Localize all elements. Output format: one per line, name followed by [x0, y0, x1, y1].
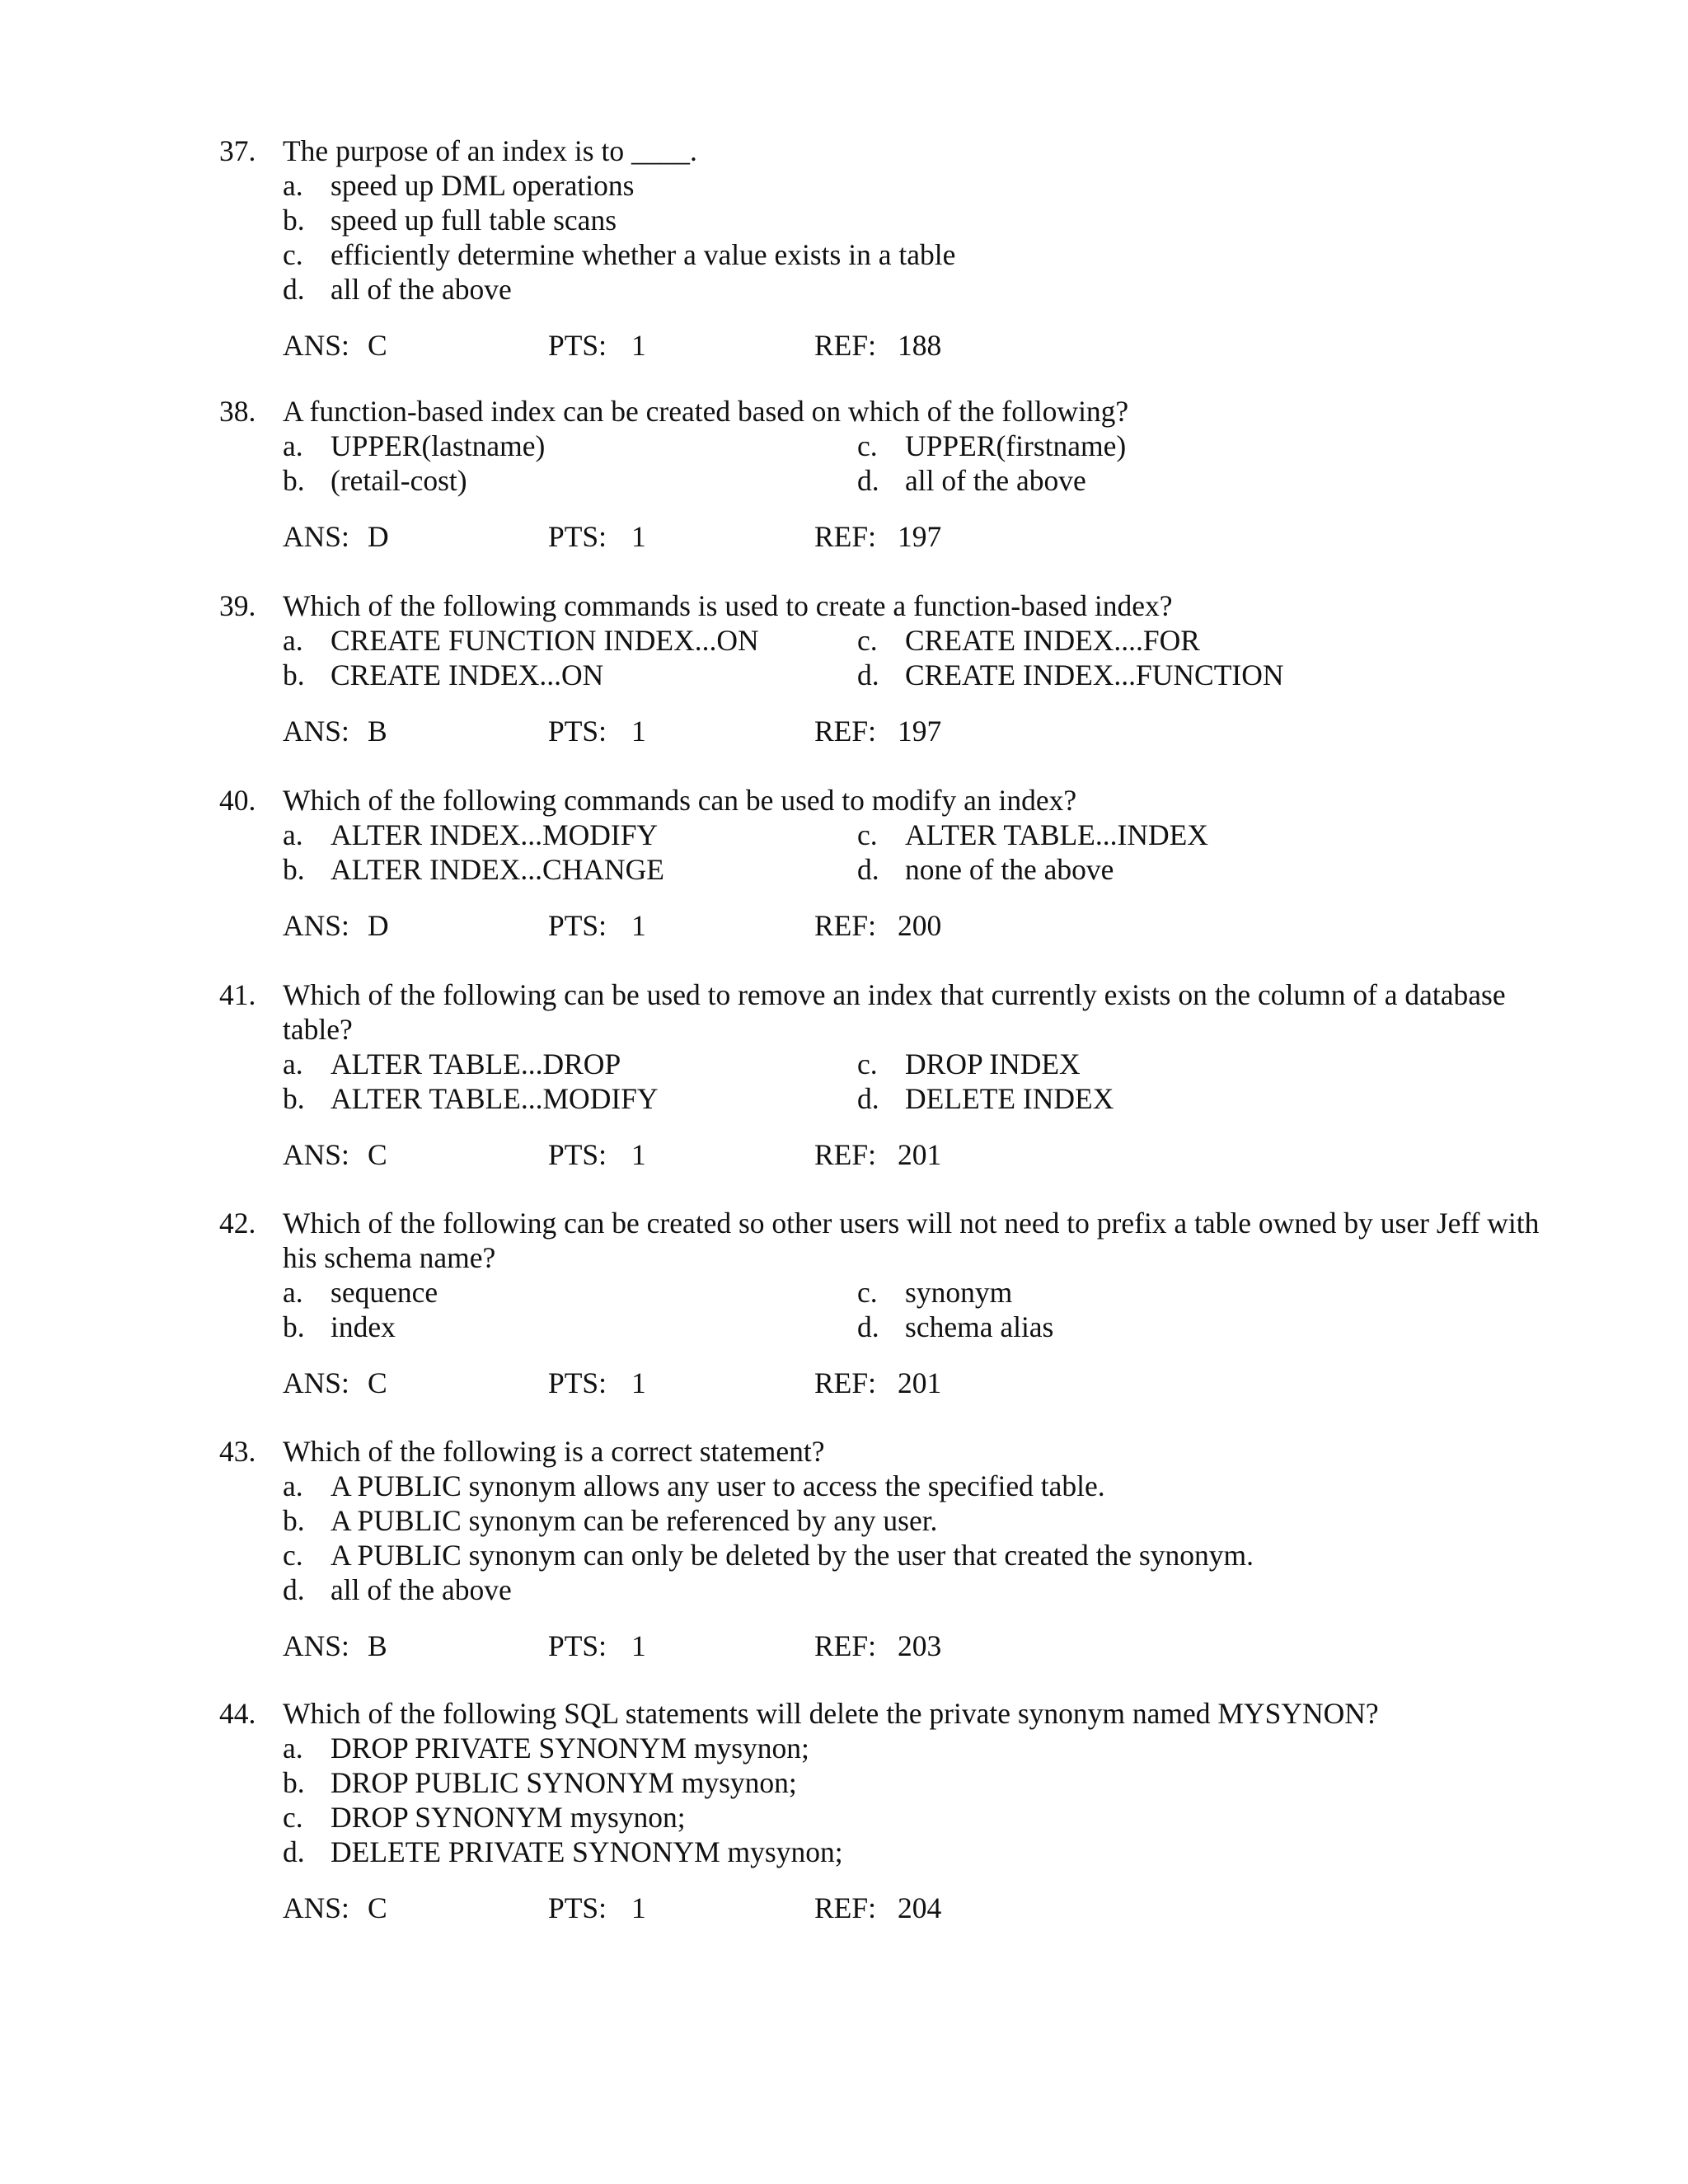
answer-key-row: [283, 1137, 1538, 1172]
answer-option: [283, 1731, 1538, 1765]
reference-label: REF:: [814, 715, 876, 748]
points-value: 1: [631, 1629, 646, 1662]
answer-options: [283, 1047, 1538, 1116]
question-number: 40.: [219, 784, 256, 817]
option-text: UPPER(lastname): [331, 429, 546, 462]
question-item: [219, 1434, 1538, 1663]
answer-key-row: [283, 328, 1538, 363]
question-number: 41.: [219, 978, 256, 1011]
answer-label: ANS:: [283, 329, 349, 362]
option-text: A PUBLIC synonym can only be deleted by the user that created the synonym.: [331, 1539, 1254, 1572]
question-number: 37.: [219, 134, 256, 167]
question-number: 42.: [219, 1207, 256, 1240]
answer-options: [283, 1731, 1538, 1869]
option-text: ALTER TABLE...MODIFY: [331, 1082, 659, 1115]
reference-label: REF:: [814, 909, 876, 942]
option-letter: c.: [283, 238, 303, 271]
option-letter: d.: [857, 1082, 879, 1115]
option-text: CREATE INDEX...ON: [331, 658, 604, 691]
answer-options: [283, 818, 1538, 887]
points-value: 1: [631, 715, 646, 748]
option-letter: d.: [857, 658, 879, 691]
points-label: PTS:: [548, 909, 607, 942]
question-item: [219, 1696, 1538, 1925]
option-letter: b.: [283, 204, 305, 237]
reference-value: 188: [898, 329, 942, 362]
option-text: all of the above: [331, 1573, 512, 1606]
answer-label: ANS:: [283, 715, 349, 748]
option-text: all of the above: [331, 273, 512, 306]
answer-key-row: [283, 1366, 1538, 1400]
answer-option: [283, 1765, 1538, 1800]
option-letter: d.: [283, 1573, 305, 1606]
reference-label: REF:: [814, 1366, 876, 1399]
question-text: The purpose of an index is to ____.: [283, 134, 697, 167]
points-value: 1: [631, 1366, 646, 1399]
option-text: DROP SYNONYM mysynon;: [331, 1801, 686, 1834]
option-text: all of the above: [905, 464, 1086, 497]
points-label: PTS:: [548, 1629, 607, 1662]
answer-key-row: [283, 714, 1538, 748]
option-text: index: [331, 1310, 396, 1343]
question-number: 39.: [219, 589, 256, 622]
option-letter: c.: [857, 429, 878, 462]
option-text: speed up full table scans: [331, 204, 617, 237]
answer-option: [283, 203, 1538, 237]
option-text: DROP PUBLIC SYNONYM mysynon;: [331, 1766, 797, 1799]
answer-label: ANS:: [283, 1629, 349, 1662]
option-letter: c.: [283, 1539, 303, 1572]
answer-options-grid: [283, 1047, 1538, 1116]
points-label: PTS:: [548, 1138, 607, 1171]
answer-key-row: [283, 1629, 1538, 1663]
option-letter: c.: [857, 818, 878, 851]
option-text: UPPER(firstname): [905, 429, 1127, 462]
question-text: Which of the following is a correct statement?: [283, 1435, 825, 1468]
option-letter: a.: [283, 169, 303, 202]
points-value: 1: [631, 909, 646, 942]
option-letter: d.: [283, 1835, 305, 1868]
option-letter: b.: [283, 1504, 305, 1537]
option-letter: b.: [283, 853, 305, 886]
option-text: schema alias: [905, 1310, 1054, 1343]
answer-value: D: [368, 520, 389, 553]
answer-label: ANS:: [283, 520, 349, 553]
answer-option: [283, 237, 1538, 272]
answer-label: ANS:: [283, 1891, 349, 1924]
points-label: PTS:: [548, 715, 607, 748]
question-item: [219, 588, 1538, 748]
option-letter: d.: [857, 853, 879, 886]
answer-value: B: [368, 1629, 387, 1662]
option-letter: c.: [857, 624, 878, 657]
question-text: Which of the following can be created so other users will not need to prefix a table owned by user Jeff with his schema name?: [283, 1207, 1540, 1274]
option-text: CREATE FUNCTION INDEX...ON: [331, 624, 759, 657]
answer-options: [283, 623, 1538, 692]
option-text: ALTER TABLE...DROP: [331, 1047, 621, 1080]
option-letter: b.: [283, 658, 305, 691]
answer-option: [283, 1800, 1538, 1835]
answer-label: ANS:: [283, 1366, 349, 1399]
option-letter: c.: [857, 1047, 878, 1080]
answer-options-grid: [283, 429, 1538, 498]
answer-option: [283, 1538, 1538, 1572]
option-text: DELETE PRIVATE SYNONYM mysynon;: [331, 1835, 843, 1868]
option-text: CREATE INDEX...FUNCTION: [905, 658, 1284, 691]
question-text: A function-based index can be created based on which of the following?: [283, 395, 1129, 428]
option-letter: a.: [283, 1047, 303, 1080]
answer-options: [283, 429, 1538, 498]
reference-value: 197: [898, 715, 942, 748]
option-letter: a.: [283, 1732, 303, 1765]
option-text: ALTER INDEX...MODIFY: [331, 818, 659, 851]
option-letter: d.: [857, 464, 879, 497]
question-item: [219, 783, 1538, 943]
answer-value: C: [368, 1891, 387, 1924]
option-letter: b.: [283, 1310, 305, 1343]
question-item: [219, 1206, 1538, 1400]
option-text: ALTER TABLE...INDEX: [905, 818, 1208, 851]
answer-options: [283, 168, 1538, 307]
question-number: 43.: [219, 1435, 256, 1468]
option-letter: b.: [283, 1082, 305, 1115]
reference-label: REF:: [814, 520, 876, 553]
answer-option: [283, 272, 1538, 307]
option-letter: a.: [283, 818, 303, 851]
points-label: PTS:: [548, 520, 607, 553]
question-item: [219, 134, 1538, 363]
option-text: synonym: [905, 1276, 1013, 1309]
answer-value: B: [368, 715, 387, 748]
question-text: Which of the following commands can be used to modify an index?: [283, 784, 1077, 817]
points-value: 1: [631, 329, 646, 362]
answer-value: C: [368, 1366, 387, 1399]
question-text: Which of the following can be used to remove an index that currently exists on the column of a database table?: [283, 978, 1506, 1046]
option-text: speed up DML operations: [331, 169, 635, 202]
option-letter: b.: [283, 464, 305, 497]
points-value: 1: [631, 1138, 646, 1171]
points-value: 1: [631, 520, 646, 553]
answer-label: ANS:: [283, 1138, 349, 1171]
reference-value: 201: [898, 1138, 942, 1171]
option-letter: b.: [283, 1766, 305, 1799]
reference-value: 201: [898, 1366, 942, 1399]
answer-value: D: [368, 909, 389, 942]
answer-options-grid: [283, 1275, 1538, 1344]
option-text: efficiently determine whether a value exists in a table: [331, 238, 956, 271]
option-letter: a.: [283, 1469, 303, 1502]
option-letter: a.: [283, 429, 303, 462]
option-text: A PUBLIC synonym can be referenced by any user.: [331, 1504, 938, 1537]
answer-options-grid: [283, 623, 1538, 692]
answer-value: C: [368, 329, 387, 362]
reference-value: 203: [898, 1629, 942, 1662]
answer-options: [283, 1275, 1538, 1344]
question-number: 38.: [219, 395, 256, 428]
answer-key-row: [283, 519, 1538, 554]
answer-value: C: [368, 1138, 387, 1171]
option-text: sequence: [331, 1276, 438, 1309]
answer-option: [283, 1503, 1538, 1538]
points-value: 1: [631, 1891, 646, 1924]
question-text: Which of the following commands is used to create a function-based index?: [283, 589, 1173, 622]
answer-key-row: [283, 1891, 1538, 1925]
answer-label: ANS:: [283, 909, 349, 942]
option-letter: d.: [283, 273, 305, 306]
option-text: none of the above: [905, 853, 1114, 886]
question-item: [219, 394, 1538, 554]
answer-option: [283, 1572, 1538, 1607]
reference-label: REF:: [814, 1138, 876, 1171]
points-label: PTS:: [548, 329, 607, 362]
option-text: DELETE INDEX: [905, 1082, 1114, 1115]
option-text: DROP PRIVATE SYNONYM mysynon;: [331, 1732, 809, 1765]
question-text: Which of the following SQL statements will delete the private synonym named MYSYNON?: [283, 1697, 1379, 1730]
reference-value: 204: [898, 1891, 942, 1924]
answer-option: [283, 168, 1538, 203]
answer-options: [283, 1469, 1538, 1607]
answer-key-row: [283, 908, 1538, 943]
points-label: PTS:: [548, 1891, 607, 1924]
question-item: [219, 977, 1538, 1172]
reference-label: REF:: [814, 1629, 876, 1662]
answer-options-grid: [283, 818, 1538, 887]
answer-option: [283, 1469, 1538, 1503]
reference-value: 200: [898, 909, 942, 942]
question-number: 44.: [219, 1697, 256, 1730]
option-letter: c.: [857, 1276, 878, 1309]
option-text: DROP INDEX: [905, 1047, 1081, 1080]
option-text: A PUBLIC synonym allows any user to access the specified table.: [331, 1469, 1105, 1502]
reference-label: REF:: [814, 1891, 876, 1924]
option-letter: d.: [857, 1310, 879, 1343]
reference-value: 197: [898, 520, 942, 553]
option-text: ALTER INDEX...CHANGE: [331, 853, 664, 886]
option-letter: c.: [283, 1801, 303, 1834]
option-text: (retail-cost): [331, 464, 467, 497]
option-text: CREATE INDEX....FOR: [905, 624, 1200, 657]
points-label: PTS:: [548, 1366, 607, 1399]
option-letter: a.: [283, 624, 303, 657]
answer-option: [283, 1835, 1538, 1869]
option-letter: a.: [283, 1276, 303, 1309]
reference-label: REF:: [814, 329, 876, 362]
